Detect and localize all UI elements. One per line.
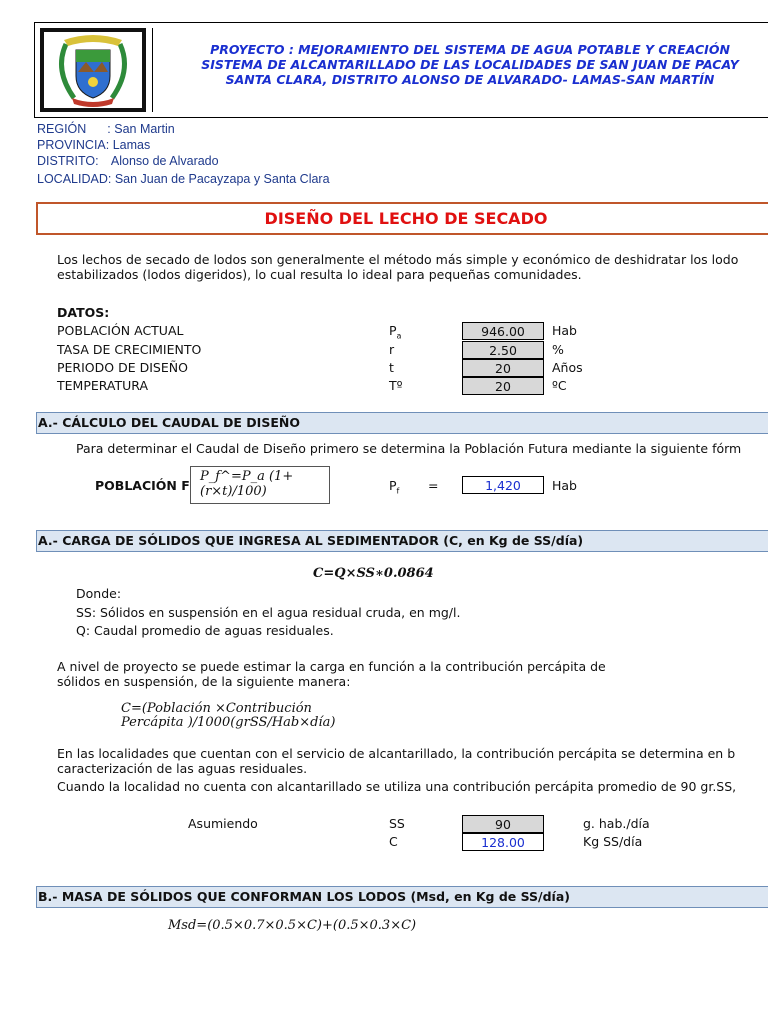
intro-line-2: estabilizados (lodos digeridos), lo cual resulta lo ideal para pequeñas comunidades. xyxy=(57,267,582,282)
pf-symbol: $P_f$ xyxy=(389,478,400,496)
ss-symbol: SS xyxy=(389,816,405,831)
distrito-value: Alonso de Alvarado xyxy=(110,154,219,168)
distrito-label: DISTRITO: xyxy=(37,154,99,168)
project-line-3: SANTA CLARA, DISTRITO ALONSO DE ALVARADO- LAMAS-SAN MARTÍN xyxy=(225,72,715,87)
header-separator xyxy=(152,28,153,112)
region-row xyxy=(37,122,175,136)
region-value: : San Martin xyxy=(107,122,175,136)
datos-unit-celsius: ºC xyxy=(552,378,567,393)
poblacion-futura-value[interactable]: 1,420 xyxy=(462,476,544,494)
section-a1-title: A.- CÁLCULO DEL CAUDAL DE DISEÑO xyxy=(38,415,300,430)
datos-heading: DATOS: xyxy=(57,305,110,320)
datos-symbol-t: t xyxy=(389,360,394,375)
datos-label-temperatura: TEMPERATURA xyxy=(57,378,149,393)
carga-paragraph-line-2: sólidos en suspensión, de la siguiente manera: xyxy=(57,674,351,689)
provincia-row xyxy=(37,138,150,152)
page-title: DISEÑO DEL LECHO DE SECADO xyxy=(264,209,548,228)
c-unit: Kg SS/día xyxy=(583,834,643,849)
carga-formula: C=Q×SS∗0.0864 xyxy=(313,566,434,581)
section-a1-text: Para determinar el Caudal de Diseño primero se determina la Población Futura mediante la siguiente fórm xyxy=(76,441,742,456)
alcantarillado-line-3: Cuando la localidad no cuenta con alcantarillado se utiliza una contribución percápita promedio de 90 gr.SS, xyxy=(57,779,737,794)
pf-equals: = xyxy=(428,478,439,493)
municipal-logo xyxy=(40,28,146,112)
region-label: REGIÓN xyxy=(37,122,87,136)
datos-symbol-pa: $P_a$ xyxy=(389,323,402,341)
datos-symbol-temp: Tº xyxy=(389,378,403,393)
c-value[interactable]: 128.00 xyxy=(462,833,544,851)
datos-unit-anos: Años xyxy=(552,360,583,375)
poblacion-futura-formula-line-2: (r×t)/100) xyxy=(200,484,267,499)
carga-paragraph-line-1: A nivel de proyecto se puede estimar la carga en función a la contribución percápita de xyxy=(57,659,606,674)
project-line-1: PROYECTO : MEJORAMIENTO DEL SISTEMA DE AGUA POTABLE Y CREACIÓN xyxy=(210,42,730,57)
alcantarillado-line-1: En las localidades que cuentan con el servicio de alcantarillado, la contribución percápita se determina en b xyxy=(57,746,736,761)
project-line-2: SISTEMA DE ALCANTARILLADO DE LAS LOCALIDADES DE SAN JUAN DE PACAY xyxy=(201,57,739,72)
distrito-row xyxy=(37,154,219,168)
contribucion-formula-line-1: C=(Población ×Contribución xyxy=(121,701,312,716)
msd-formula: Msd=(0.5×0.7×0.5×C)+(0.5×0.3×C) xyxy=(168,918,417,933)
provincia-value: Lamas xyxy=(112,138,151,152)
localidad-value: San Juan de Pacayzapa y Santa Clara xyxy=(114,172,330,186)
donde-label: Donde: xyxy=(76,586,122,601)
poblacion-futura-formula-line-1: P_f^=P_a (1+ xyxy=(200,469,294,484)
c-symbol: C xyxy=(389,834,398,849)
datos-label-poblacion: POBLACIÓN ACTUAL xyxy=(57,323,184,338)
periodo-diseno-value[interactable]: 20 xyxy=(462,359,544,377)
coat-of-arms-icon xyxy=(44,32,142,108)
ss-value[interactable]: 90 xyxy=(462,815,544,833)
contribucion-formula-line-2: Percápita )/1000(grSS/Hab×día) xyxy=(121,715,336,730)
poblacion-futura-label: POBLACIÓN F xyxy=(95,478,190,493)
datos-unit-hab: Hab xyxy=(552,323,577,338)
datos-symbol-r: r xyxy=(389,342,395,357)
localidad-row xyxy=(37,172,330,186)
section-a2-title: A.- CARGA DE SÓLIDOS QUE INGRESA AL SEDIMENTADOR (C, en Kg de SS/día) xyxy=(38,533,584,548)
datos-unit-percent: % xyxy=(552,342,564,357)
alcantarillado-line-2: caracterización de las aguas residuales. xyxy=(57,761,308,776)
q-definition: Q: Caudal promedio de aguas residuales. xyxy=(76,623,334,638)
tasa-crecimiento-value[interactable]: 2.50 xyxy=(462,341,544,359)
intro-line-1: Los lechos de secado de lodos son generalmente el método más simple y económico de deshidratar los lodo xyxy=(57,252,739,267)
project-title xyxy=(160,42,768,87)
ss-definition: SS: Sólidos en suspensión en el agua residual cruda, en mg/l. xyxy=(76,605,461,620)
datos-label-tasa: TASA DE CRECIMIENTO xyxy=(57,342,202,357)
asumiendo-label: Asumiendo xyxy=(188,816,258,831)
localidad-label: LOCALIDAD: xyxy=(37,172,112,186)
datos-label-periodo: PERIODO DE DISEÑO xyxy=(57,360,188,375)
ss-unit: g. hab./día xyxy=(583,816,650,831)
section-b-title: B.- MASA DE SÓLIDOS QUE CONFORMAN LOS LODOS (Msd, en Kg de SS/día) xyxy=(38,889,570,904)
temperatura-value[interactable]: 20 xyxy=(462,377,544,395)
provincia-label: PROVINCIA: xyxy=(37,138,110,152)
pf-unit: Hab xyxy=(552,478,577,493)
poblacion-actual-value[interactable]: 946.00 xyxy=(462,322,544,340)
